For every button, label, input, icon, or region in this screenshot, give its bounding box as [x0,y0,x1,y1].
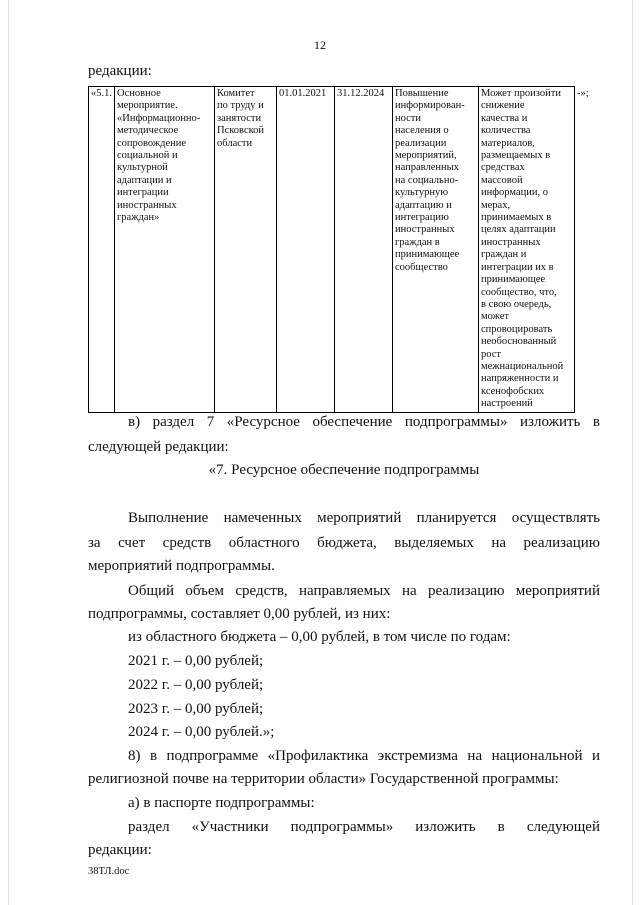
paragraph-line: в) раздел 7 «Ресурсное обеспечение подпрограммы» изложить в [128,414,600,430]
paragraph-line: Общий объем средств, направляемых на реализацию мероприятий [128,583,600,599]
table-cell-tail: -»; [577,87,589,99]
table-cell-executor: Комитет по труду и занятости Псковской области [215,87,277,413]
footer-filename: 38ТЛ.doc [88,866,130,877]
paragraph-line: из областного бюджета – 0,00 рублей, в том числе по годам: [128,629,511,645]
page-edge-right [632,0,633,905]
table-row [89,87,597,413]
year-line: 2023 г. – 0,00 рублей; [128,701,264,717]
table-cell-number: «5.1. [89,87,115,413]
lead-text: редакции: [88,63,152,79]
paragraph-line: а) в паспорте подпрограммы: [128,795,315,811]
paragraph-line: редакции: [88,842,152,858]
paragraph-line: 8) в подпрограмме «Профилактика экстремизма на национальной и [128,748,600,764]
table-cell-start-date: 01.01.2021 [277,87,335,413]
paragraph-line: за счет средств областного бюджета, выделяемых на реализацию [88,535,600,551]
table-cell-end-date: 31.12.2024 [335,87,393,413]
page-edge-left [8,0,9,905]
paragraph-line: мероприятий подпрограммы. [88,558,275,574]
paragraph-line: Выполнение намеченных мероприятий планируется осуществлять [128,510,600,526]
table-cell-result: Повышение информирован- ности населения о реализации мероприятий, направленных на социально- культурную адаптацию и интеграцию иностранных граждан в принимающее сообщество [393,87,479,413]
year-line: 2022 г. – 0,00 рублей; [128,677,264,693]
table-cell-event: Основное мероприятие. «Информационно- методическое сопровождение социальной и культурной адаптации и интеграции иностранных граждан» [115,87,215,413]
paragraph-line: раздел «Участники подпрограммы» изложить в следующей [128,819,600,835]
section-title: «7. Ресурсное обеспечение подпрограммы [208,462,480,478]
paragraph-line: следующей редакции: [88,439,229,455]
table-cell-consequences: Может произойти снижение качества и количества материалов, размещаемых в средствах массовой информации, о мерах, принимаемых в целях адаптации иностранных граждан и интеграции их в принимающее сообщество, что, в свою очередь, может спровоцировать необоснованный рост межнациональной напряженности и ксенофобских настроений [479,87,575,413]
measures-table [88,86,597,413]
year-line: 2024 г. – 0,00 рублей.»; [128,724,275,740]
page-number: 12 [314,38,326,52]
year-line: 2021 г. – 0,00 рублей; [128,653,264,669]
paragraph-line: подпрограммы, составляет 0,00 рублей, из них: [88,606,391,622]
paragraph-line: религиозной почве на территории области» Государственной программы: [88,771,559,787]
